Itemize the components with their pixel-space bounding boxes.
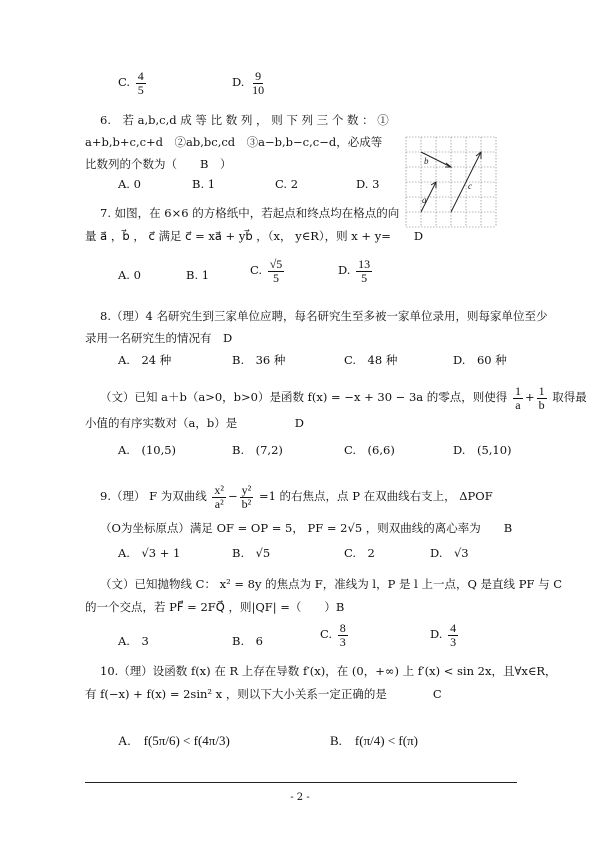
q9-line-1 (100, 484, 493, 510)
fraction-denominator: b (538, 397, 545, 412)
q8-option-d: D. 60 种 (453, 353, 507, 367)
vector-a-label: a (422, 195, 427, 205)
fraction-numerator: 4 (450, 621, 457, 635)
q7-option-a: A. 0 (118, 268, 141, 282)
q6-option-a: A. 0 (118, 177, 141, 191)
q7-option-d-label: D. (338, 263, 351, 278)
q8-line-2: 录用一名研究生的情况有 D (85, 331, 233, 345)
q9-option-b: B. √5 (232, 546, 271, 560)
q8w-line-1 (100, 385, 587, 411)
q5-option-d-label: D. (232, 75, 245, 90)
fraction-numerator: 8 (339, 621, 346, 635)
q7-option-b: B. 1 (186, 268, 210, 282)
plus-sign: + (524, 390, 535, 405)
q5-option-c-label: C. (118, 75, 131, 90)
q8w-option-a: A. (10,5) (118, 443, 177, 457)
q9w-option-a: A. 3 (118, 634, 149, 648)
minus-sign: − (228, 489, 238, 504)
fraction-denominator: 3 (450, 634, 457, 649)
q9-option-d: D. √3 (430, 546, 469, 560)
q5-option-d-fraction (250, 70, 266, 96)
q10-line-2: 有 f(−x) + f(x) = 2sin² x ，则以下大小关系一定正确的是 C (85, 687, 442, 701)
q7-option-c-fraction (268, 258, 285, 284)
q6-line-1: 6. 若 a,b,c,d 成 等 比 数 列 ， 则 下 列 三 个 数 ： ① (100, 113, 389, 127)
q6-option-d: D. 3 (356, 177, 380, 191)
q8w-option-b: B. (7,2) (232, 443, 283, 457)
fraction-numerator: x² (214, 483, 225, 497)
q9-fraction-y (240, 484, 254, 510)
vector-b-label: b (424, 156, 429, 166)
q9w-option-c-fraction (338, 622, 348, 648)
q9-option-c: C. 2 (344, 546, 375, 560)
fraction-numerator: 9 (255, 69, 262, 83)
q9w-line-1: （文）已知抛物线 C： x² = 8y 的焦点为 F，准线为 l，P 是 l 上一点，Q 是直线 PF 与 C (100, 577, 563, 591)
q9w-line-2: 的一个交点，若 PF⃗ = 2FQ⃗ ，则|QF| =（ ）B (85, 600, 345, 614)
q6-line-3: 比数列的个数为（ B ） (85, 157, 232, 171)
footer-divider (85, 782, 517, 783)
fraction-denominator: 5 (137, 82, 144, 97)
q9-line-2: （O为坐标原点）满足 OF = OP = 5， PF = 2√5 ，则双曲线的离心率为 B (100, 521, 513, 535)
q8w-line-2: 小值的有序实数对（a，b）是 D (85, 416, 304, 430)
q8w-option-d: D. (5,10) (453, 443, 512, 457)
q8w-fraction-1 (513, 385, 523, 411)
q10-line-1: 10.（理）设函数 f(x) 在 R 上存在导数 f′(x)，在 (0，+∞) 上 f′(x) < sin 2x，且∀x∈R， (100, 664, 557, 678)
q9-fraction-x (212, 484, 226, 510)
q9w-option-d (430, 622, 460, 648)
q9w-option-c-label: C. (320, 627, 333, 642)
q10-option-a: A. f(5π/6) < f(4π/3) (118, 733, 230, 748)
q10-option-b: B. f(π/4) < f(π) (330, 733, 418, 748)
fraction-denominator: b² (241, 496, 252, 511)
q8w-line-1-tail: 取得最 (552, 390, 587, 405)
page-number: - 2 - (290, 792, 310, 803)
fraction-denominator: a (515, 397, 521, 412)
q7-line-2: 量 a⃗ ，b⃗ ， c⃗ 满足 c⃗ = xa⃗ + yb⃗ ，（x， y∈R），则 x + y= D (85, 229, 424, 243)
vector-c-label: c (468, 181, 472, 191)
fraction-numerator: 4 (137, 69, 144, 83)
q6-option-b: B. 1 (192, 177, 216, 191)
fraction-denominator: 5 (273, 270, 279, 285)
q8w-option-c: C. (6,6) (344, 443, 395, 457)
q9-line-1-tail: =1 的右焦点，点 P 在双曲线右支上， ΔPOF (258, 489, 493, 504)
fraction-numerator: 1 (514, 384, 521, 398)
q6-line-2: a+b,b+c,c+d ②ab,bc,cd ③a−b,b−c,c−d，必成等 (85, 135, 383, 149)
fraction-denominator: a² (214, 496, 224, 511)
q8-option-a: A. 24 种 (118, 353, 172, 367)
q8-line-1: 8.（理）4 名研究生到三家单位应聘，每名研究生至多被一家单位录用，则每家单位至少 (100, 309, 548, 323)
q7-option-d (338, 258, 374, 284)
q5-option-c (118, 70, 148, 96)
q9w-option-b: B. 6 (232, 634, 263, 648)
q9w-option-c (320, 622, 350, 648)
q9-option-a: A. √3 + 1 (118, 546, 181, 560)
fraction-numerator: 1 (538, 384, 545, 398)
q8w-fraction-2 (537, 385, 547, 411)
grid-vector-figure (402, 133, 500, 231)
fraction-denominator: 5 (361, 270, 368, 285)
q5-option-c-fraction (136, 70, 146, 96)
q9-line-1-text: 9.（理） F 为双曲线 (100, 489, 207, 504)
q5-option-d (232, 70, 268, 96)
q6-option-c: C. 2 (275, 177, 299, 191)
fraction-denominator: 10 (252, 82, 265, 97)
q7-option-c (250, 258, 286, 284)
fraction-numerator: 13 (358, 257, 371, 271)
fraction-denominator: 3 (339, 634, 346, 649)
q8-option-b: B. 36 种 (232, 353, 286, 367)
q8w-line-1-text: （文）已知 a＋b（a>0，b>0）是函数 f(x) = −x + 30 − 3a 的零点，则使得 (100, 390, 508, 405)
q7-option-d-fraction (356, 258, 372, 284)
q7-option-c-label: C. (250, 263, 263, 278)
q9w-option-d-fraction (448, 622, 458, 648)
q7-line-1: 7. 如图，在 6×6 的方格纸中，若起点和终点均在格点的向 (100, 206, 400, 220)
fraction-numerator: √5 (269, 257, 283, 271)
q9w-option-d-label: D. (430, 627, 443, 642)
fraction-numerator: y² (241, 483, 252, 497)
q8-option-c: C. 48 种 (344, 353, 398, 367)
